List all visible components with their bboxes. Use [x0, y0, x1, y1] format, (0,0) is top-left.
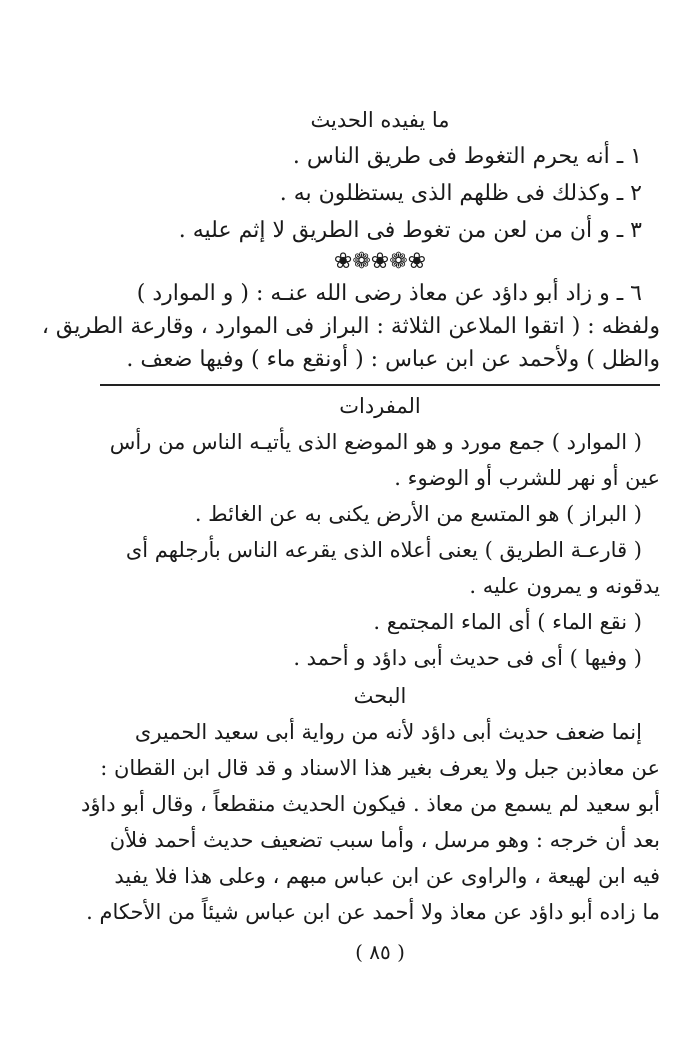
vocab-line: ( قارعـة الطريق ) يعنى أعلاه الذى يقرعه الناس بأرجلهم أى	[125, 538, 642, 562]
vocab-line: ( البراز ) هو المتسع من الأرض يكنى به عن الغائط .	[194, 502, 642, 526]
addition-line: ولفظه : ( اتقوا الملاعن الثلاثة : البراز فى الموارد ، وقارعة الطريق ،	[41, 314, 660, 339]
discussion-line: فيه ابن لهيعة ، والراوى عن ابن عباس مبهم ، وعلى هذا فلا يفيد	[114, 864, 660, 888]
benefits-heading: ما يفيده الحديث	[310, 108, 450, 132]
vocab-line: ( نقع الماء ) أى الماء المجتمع .	[373, 610, 642, 634]
addition-line: والظل ) ولأحمد عن ابن عباس : ( أونقع ماء ) وفيها ضعف .	[126, 347, 660, 372]
discussion-line: أبو سعيد لم يسمع من معاذ . فيكون الحديث منقطعاً ، وقال أبو داؤد	[80, 792, 660, 816]
book-page	[41, 100, 660, 1010]
addition-line: ٦ ـ و زاد أبو داؤد عن معاذ رضى الله عنـه : ( و الموارد )	[136, 281, 642, 306]
discussion-heading: البحث	[353, 684, 407, 708]
discussion-line: بعد أن خرجه : وهو مرسل ، وأما سبب تضعيف حديث أحمد فلأن	[109, 828, 660, 852]
benefit-line: ١ ـ أنه يحرم التغوط فى طريق الناس .	[292, 144, 642, 169]
benefit-line: ٢ ـ وكذلك فى ظلهم الذى يستظلون به .	[279, 181, 642, 206]
discussion-line: إنما ضعف حديث أبى داؤد لأنه من رواية أبى سعيد الحميرى	[134, 720, 642, 744]
vocab-line: يدقونه و يمرون عليه .	[469, 574, 660, 598]
vocab-heading: المفردات	[339, 394, 421, 418]
horizontal-rule	[100, 384, 660, 386]
vocab-line: عين أو نهر للشرب أو الوضوء .	[394, 466, 660, 490]
page-number: ( ٨٥ )	[355, 940, 405, 964]
vocab-line: ( وفيها ) أى فى حديث أبى داؤد و أحمد .	[293, 646, 642, 670]
ornament-divider: ❀❁❀❁❀	[333, 249, 427, 274]
discussion-line: ما زاده أبو داؤد عن معاذ ولا أحمد عن ابن عباس شيئاً من الأحكام .	[86, 900, 660, 924]
discussion-line: عن معاذبن جبل ولا يعرف بغير هذا الاسناد و قد قال ابن القطان :	[100, 756, 660, 780]
benefit-line: ٣ ـ و أن من لعن من تغوط فى الطريق لا إثم عليه .	[178, 218, 642, 243]
vocab-line: ( الموارد ) جمع مورد و هو الموضع الذى يأتيـه الناس من رأس	[109, 430, 642, 454]
